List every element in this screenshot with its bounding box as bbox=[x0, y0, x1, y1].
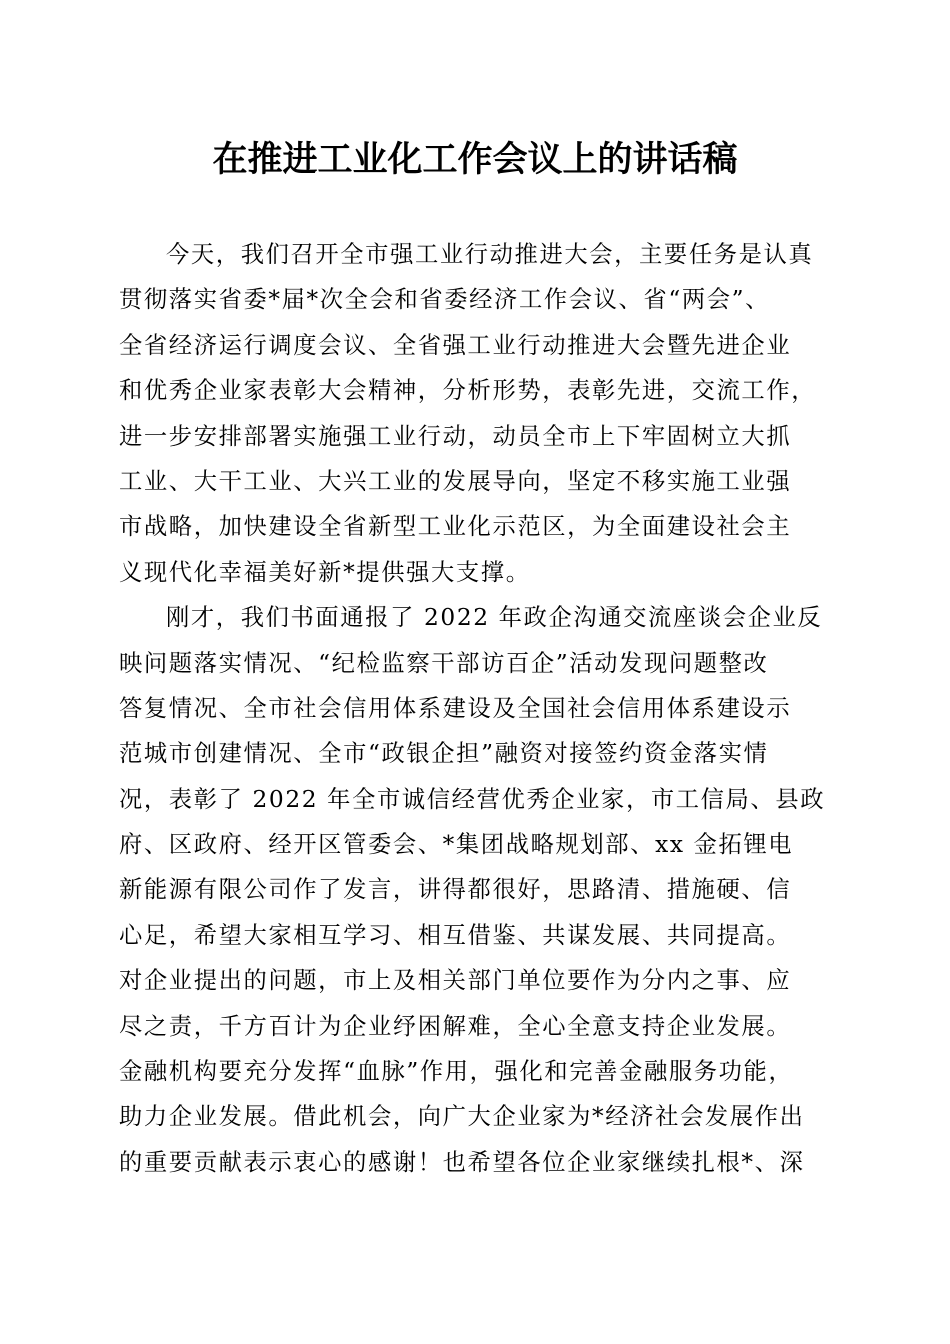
text-line: 的重要贡献表示衷心的感谢！也希望各位企业家继续扎根*、深 bbox=[119, 1148, 805, 1176]
text-line: 映问题落实情况、“纪检监察干部访百企”活动发现问题整改 bbox=[119, 649, 769, 677]
text-line: 市战略，加快建设全省新型工业化示范区，为全面建设社会主 bbox=[119, 513, 792, 541]
text-line: 贯彻落实省委*届*次全会和省委经济工作会议、省“两会”、 bbox=[119, 286, 771, 314]
text-line: 助力企业发展。借此机会，向广大企业家为*经济社会发展作出 bbox=[119, 1103, 805, 1131]
text-line: 况，表彰了 2022 年全市诚信经营优秀企业家，市工信局、县政 bbox=[119, 785, 826, 813]
text-line: 心足，希望大家相互学习、相互借鉴、共谋发展、共同提高。 bbox=[119, 921, 792, 949]
text-line: 金融机构要充分发挥“血脉”作用，强化和完善金融服务功能， bbox=[119, 1058, 794, 1086]
text-line: 义现代化幸福美好新*提供强大支撑。 bbox=[119, 558, 531, 586]
body-text bbox=[119, 232, 831, 1185]
text-line: 尽之责，千方百计为企业纾困解难，全心全意支持企业发展。 bbox=[119, 1012, 792, 1040]
text-line: 全省经济运行调度会议、全省强工业行动推进大会暨先进企业 bbox=[119, 331, 792, 359]
text-line: 府、区政府、经开区管委会、*集团战略规划部、xx 金拓锂电 bbox=[119, 831, 794, 859]
text-line: 工业、大干工业、大兴工业的发展导向，坚定不移实施工业强 bbox=[119, 467, 792, 495]
text-line: 和优秀企业家表彰大会精神，分析形势，表彰先进，交流工作， bbox=[119, 377, 817, 405]
text-line: 新能源有限公司作了发言，讲得都很好，思路清、措施硬、信 bbox=[119, 876, 792, 904]
text-line: 进一步安排部署实施强工业行动，动员全市上下牢固树立大抓 bbox=[119, 422, 792, 450]
text-line: 对企业提出的问题，市上及相关部门单位要作为分内之事、应 bbox=[119, 967, 792, 995]
page-title: 在推进工业化工作会议上的讲话稿 bbox=[212, 139, 738, 180]
text-line: 答复情况、全市社会信用体系建设及全国社会信用体系建设示 bbox=[119, 694, 792, 722]
text-line: 今天，我们召开全市强工业行动推进大会，主要任务是认真 bbox=[166, 241, 814, 268]
text-line: 刚才，我们书面通报了 2022 年政企沟通交流座谈会企业反 bbox=[166, 604, 823, 632]
text-line: 范城市创建情况、全市“政银企担”融资对接签约资金落实情 bbox=[119, 740, 769, 768]
